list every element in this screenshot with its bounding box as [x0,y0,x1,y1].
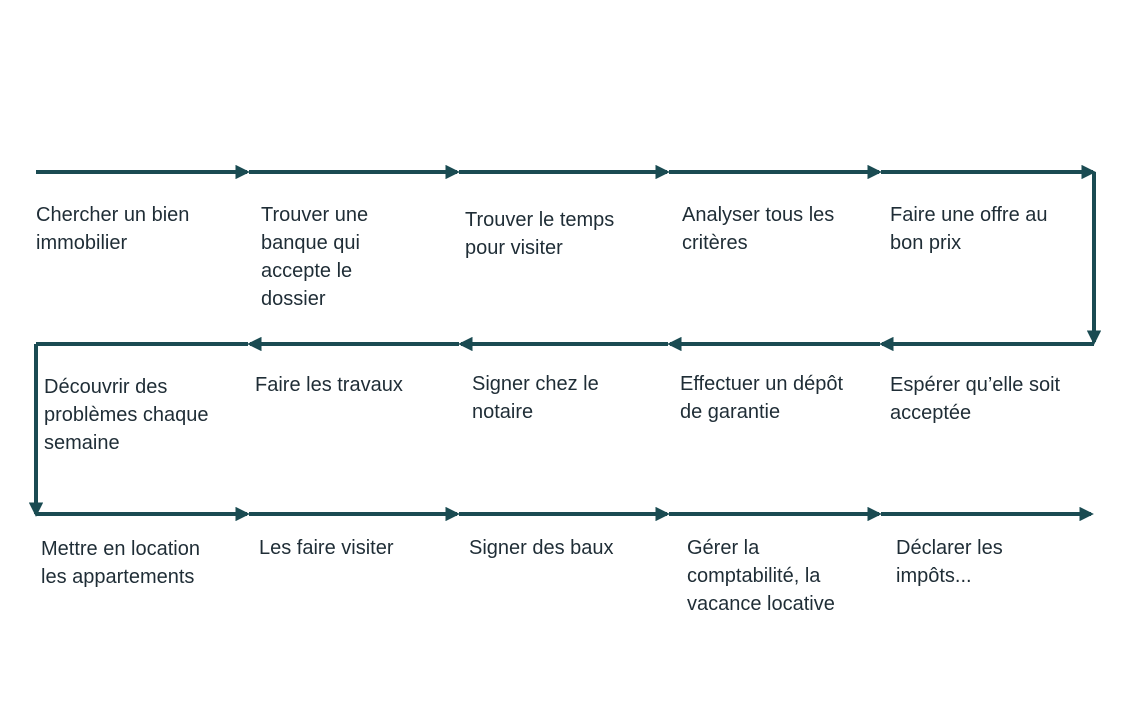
step-3-1-label: Mettre en location les appartements [41,538,200,588]
step-1-4-label: Analyser tous les critères [682,204,835,254]
step-1-1-label: Chercher un bien immobilier [36,204,190,254]
step-3-5-label: Déclarer les impôts... [896,537,1003,587]
step-1-3-label: Trouver le temps pour visiter [465,209,615,259]
step-2-2-label: Faire les travaux [255,374,403,396]
step-1-5-label: Faire une offre au bon prix [890,204,1048,254]
step-2-4-label: Effectuer un dépôt de garantie [680,373,844,423]
step-2-3-label: Signer chez le notaire [472,373,599,423]
step-2-5-label: Espérer qu’elle soit acceptée [890,374,1061,424]
step-3-2-label: Les faire visiter [259,537,394,559]
step-3-4-label: Gérer la comptabilité, la vacance locative [687,537,835,615]
step-1-2-label: Trouver une banque qui accepte le dossier [261,204,369,310]
step-2-1-label: Découvrir des problèmes chaque semaine [44,376,209,454]
step-3-3-label: Signer des baux [469,537,614,559]
